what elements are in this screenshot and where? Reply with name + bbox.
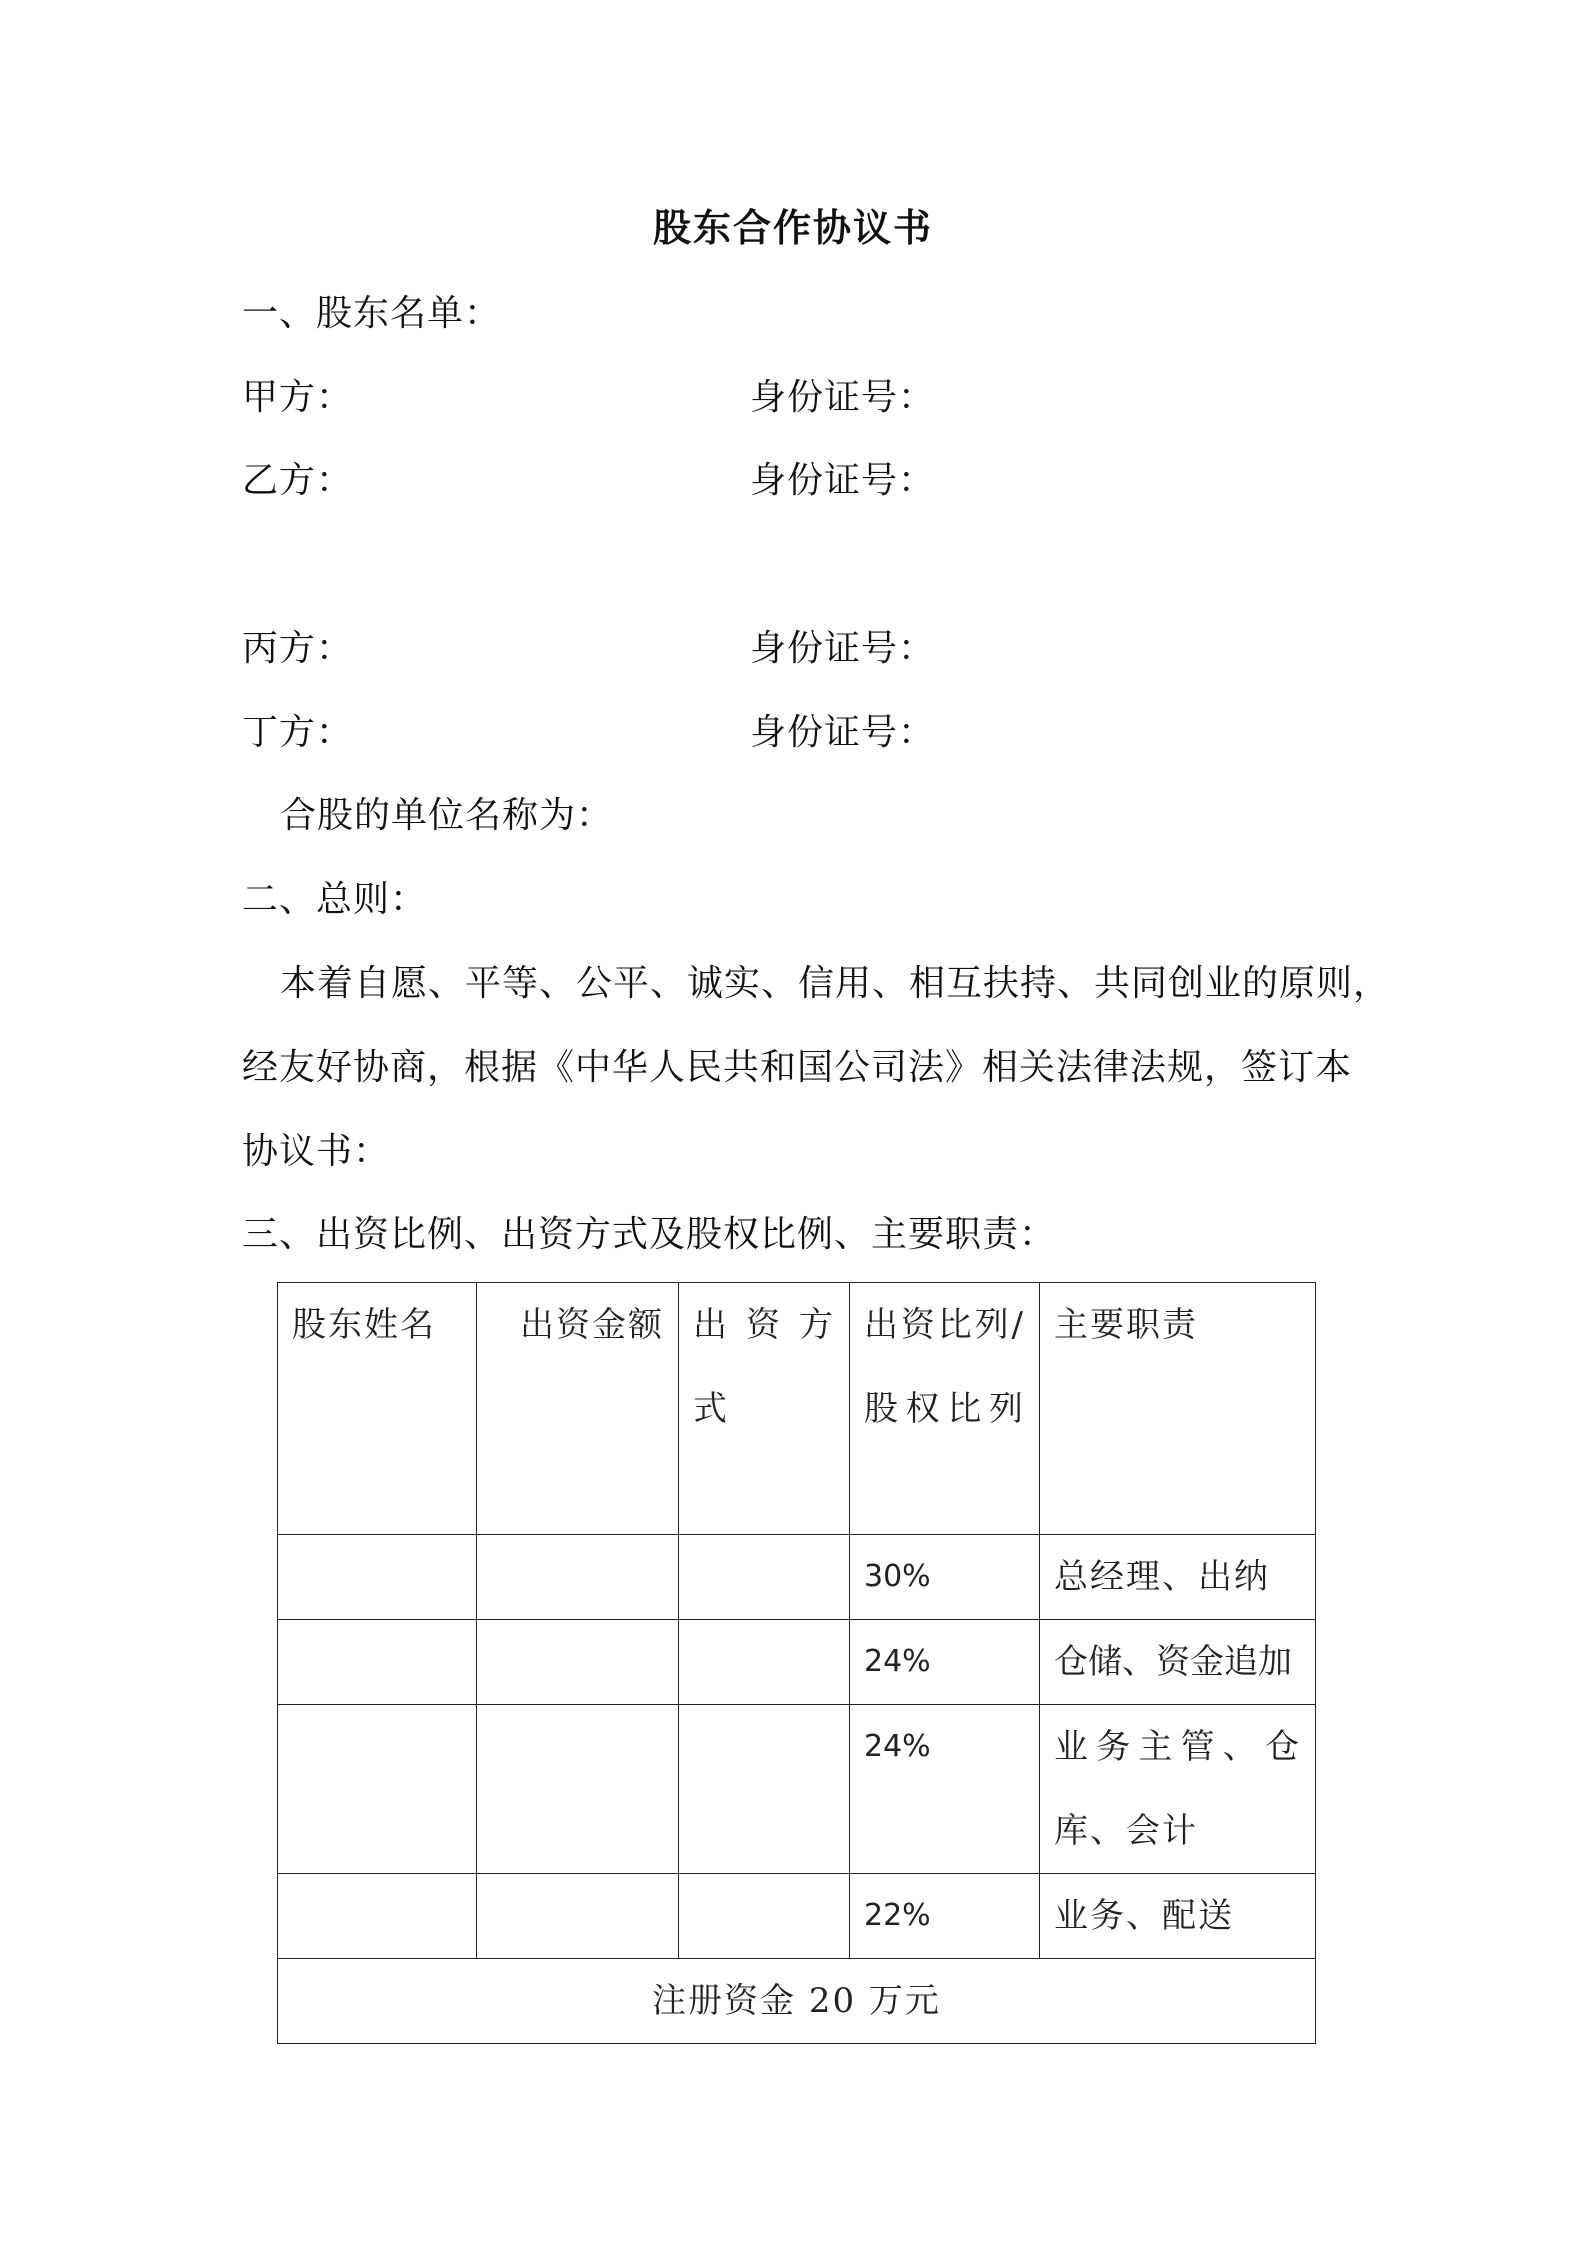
party-c-label: 丙方： [242, 628, 354, 669]
party-a-label: 甲方： [242, 377, 354, 418]
party-d-id-label: 身份证号： [750, 712, 936, 753]
registered-capital: 注册资金 20 万元 [278, 1959, 1316, 2044]
table-header-row [278, 1283, 1316, 1535]
table-row [278, 1874, 1316, 1959]
party-c-id-label: 身份证号： [750, 628, 936, 669]
section3-heading: 三、出资比例、出资方式及股权比例、主要职责： [242, 1214, 1057, 1255]
cell-name [278, 1705, 477, 1874]
cell-method [679, 1705, 850, 1874]
section2-paragraph-line: 本着自愿、平等、公平、诚实、信用、相互扶持、共同创业的原则， [280, 963, 1391, 1004]
company-name-label: 合股的单位名称为： [280, 795, 614, 836]
header-main-duties: 主要职责 [1040, 1283, 1316, 1535]
section2-paragraph-line: 经友好协商，根据《中华人民共和国公司法》相关法律法规，签订本 [242, 1047, 1353, 1088]
cell-ratio: 22% [850, 1874, 1040, 1959]
header-contribution-method: 出资方式 [679, 1283, 850, 1535]
table-footer-row [278, 1959, 1316, 2044]
cell-amount [477, 1705, 679, 1874]
cell-duty: 仓储、资金追加 [1040, 1620, 1316, 1705]
table-row [278, 1705, 1316, 1874]
party-b-id-label: 身份证号： [750, 460, 936, 501]
cell-method [679, 1620, 850, 1705]
cell-duty: 业务主管、仓库、会计 [1040, 1705, 1316, 1874]
cell-name [278, 1620, 477, 1705]
header-ratio: 出资比列/股权比列 [850, 1283, 1040, 1535]
table-row [278, 1620, 1316, 1705]
header-contribution-amount: 出资金额 [477, 1283, 679, 1535]
shareholder-table [277, 1282, 1316, 2044]
cell-name [278, 1535, 477, 1620]
cell-name [278, 1874, 477, 1959]
cell-ratio: 24% [850, 1705, 1040, 1874]
section1-heading: 一、股东名单： [242, 293, 502, 334]
cell-amount [477, 1535, 679, 1620]
cell-method [679, 1535, 850, 1620]
cell-amount [477, 1874, 679, 1959]
cell-ratio: 24% [850, 1620, 1040, 1705]
document-title: 股东合作协议书 [652, 206, 933, 250]
section2-heading: 二、总则： [242, 879, 428, 920]
cell-method [679, 1874, 850, 1959]
cell-ratio: 30% [850, 1535, 1040, 1620]
cell-duty: 总经理、出纳 [1040, 1535, 1316, 1620]
table-row [278, 1535, 1316, 1620]
section2-paragraph-line: 协议书： [242, 1131, 391, 1172]
header-shareholder-name: 股东姓名 [278, 1283, 477, 1535]
party-b-label: 乙方： [242, 460, 354, 501]
party-a-id-label: 身份证号： [750, 377, 936, 418]
cell-duty: 业务、配送 [1040, 1874, 1316, 1959]
cell-amount [477, 1620, 679, 1705]
party-d-label: 丁方： [242, 712, 354, 753]
